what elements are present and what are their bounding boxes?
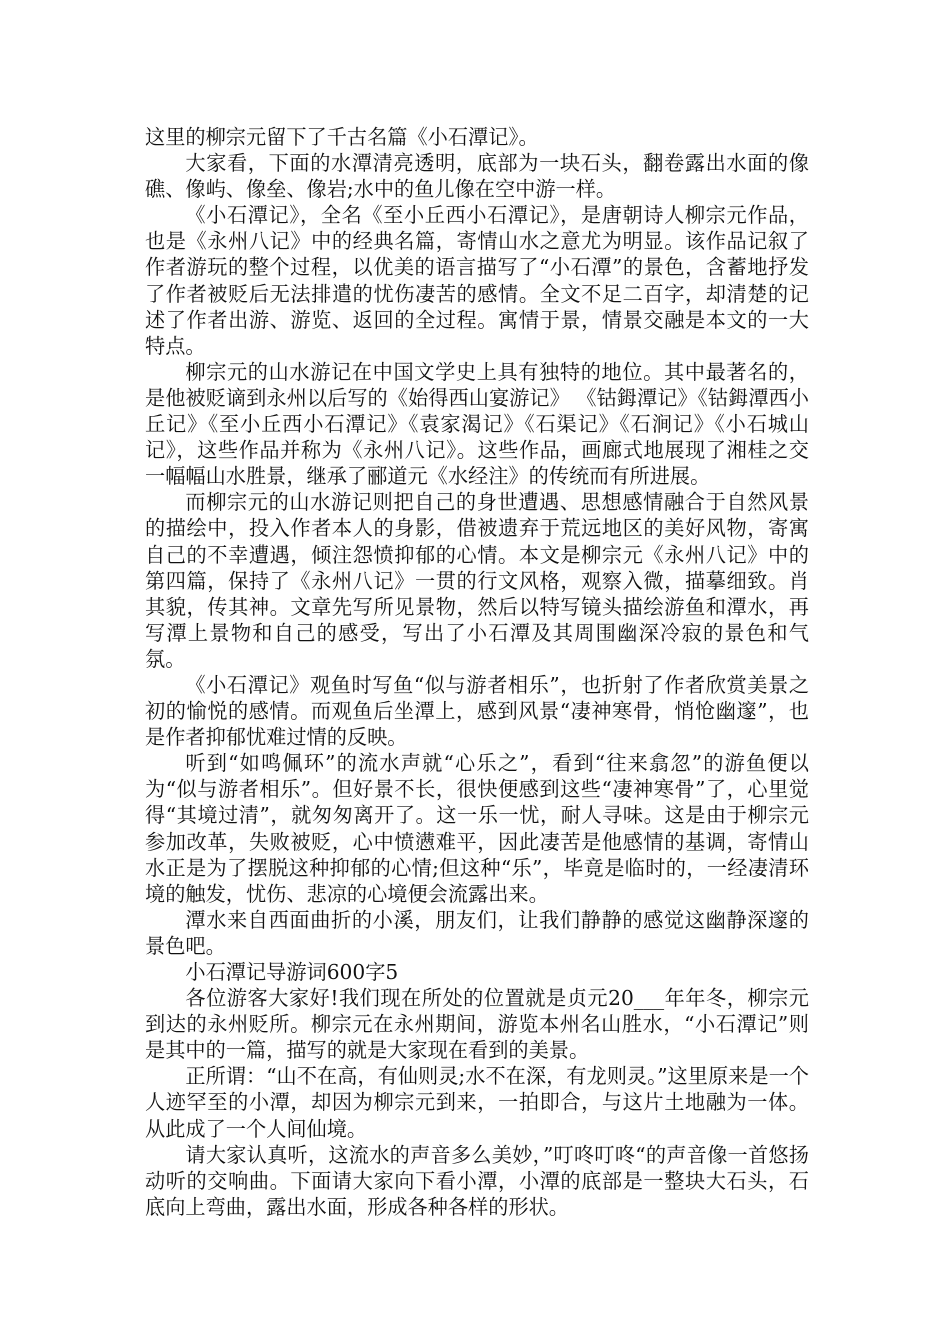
document-body — [145, 124, 809, 1220]
paragraph-6: 《小石潭记》观鱼时写鱼“似与游者相乐”，也折射了作者欣赏美景之初的愉悦的感情。而观鱼后坐潭上，感到风景“凄神寒骨，悄怆幽邃”，也是作者抑郁忧难过情的反映。 — [145, 672, 809, 750]
section-heading: 小石潭记导游词600字5 — [185, 960, 399, 984]
paragraph-1: 这里的柳宗元留下了千古名篇《小石潭记》。 — [145, 125, 539, 149]
paragraph-9: 各位游客大家好!我们现在所处的位置就是贞元20___年年冬，柳宗元到达的永州贬所。柳宗元在永州期间，游览本州名山胜水，“小石潭记”则是其中的一篇，描写的就是大家现在看到的美景。 — [145, 986, 809, 1063]
paragraph-7: 听到“如鸣佩环”的流水声就“心乐之”，看到“往来翕忽”的游鱼便以为“似与游者相乐”。但好景不长，很快便感到这些“凄神寒骨”了，心里觉得“其境过清”，就匆匆离开了。这一乐一忧，耐人寻味。这是由于柳宗元参加改革，失败被贬，心中愤懑难平，因此凄苦是他感情的基调，寄情山水正是为了摆脱这种抑郁的心情;但这种“乐”，毕竟是临时的，一经凄清环境的触发，忧伤、悲凉的心境便会流露出来。 — [145, 751, 809, 906]
paragraph-3: 《小石潭记》，全名《至小丘西小石潭记》，是唐朝诗人柳宗元作品，也是《永州八记》中的经典名篇，寄情山水之意尤为明显。该作品记叙了作者游玩的整个过程，以优美的语言描写了“小石潭”的景色，含蓄地抒发了作者被贬后无法排遣的忧伤凄苦的感情。全文不足二百字，却清楚的记述了作者出游、游览、返回的全过程。寓情于景，情景交融是本文的一大特点。 — [145, 203, 809, 358]
paragraph-2: 大家看，下面的水潭清亮透明，底部为一块石头，翻卷露出水面的像礁、像屿、像垒、像岩;水中的鱼儿像在空中游一样。 — [145, 151, 809, 202]
paragraph-5: 而柳宗元的山水游记则把自己的身世遭遇、思想感情融合于自然风景的描绘中，投入作者本人的身影，借被遗弃于荒远地区的美好风物，寄寓自己的不幸遭遇，倾注怨愤抑郁的心情。本文是柳宗元《永州八记》中的第四篇，保持了《永州八记》一贯的行文风格，观察入微，描摹细致。肖其貌，传其神。文章先写所见景物，然后以特写镜头描绘游鱼和潭水，再写潭上景物和自己的感受，写出了小石潭及其周围幽深冷寂的景色和气氛。 — [145, 490, 809, 671]
paragraph-11: 请大家认真听，这流水的声音多么美妙，”叮咚叮咚“的声音像一首悠扬动听的交响曲。下面请大家向下看小潭，小潭的底部是一整块大石头，石底向上弯曲，露出水面，形成各种各样的形状。 — [145, 1142, 809, 1219]
paragraph-8: 潭水来自西面曲折的小溪，朋友们，让我们静静的感觉这幽静深邃的景色吧。 — [145, 907, 809, 958]
paragraph-10: 正所谓：“山不在高，有仙则灵;水不在深，有龙则灵。”这里原来是一个人迹罕至的小潭，却因为柳宗元到来，一拍即合，与这片土地融为一体。从此成了一个人间仙境。 — [145, 1064, 809, 1141]
paragraph-4: 柳宗元的山水游记在中国文学史上具有独特的地位。其中最著名的，是他被贬谪到永州以后写的《始得西山宴游记》 《钴鉧潭记》《钴鉧潭西小丘记》《至小丘西小石潭记》《袁家渴记》《石渠记》《石涧记》《小石城山记》，这些作品并称为《永州八记》。这些作品，画廊式地展现了湘桂之交一幅幅山水胜景，继承了郦道元《水经注》的传统而有所进展。 — [145, 359, 809, 489]
